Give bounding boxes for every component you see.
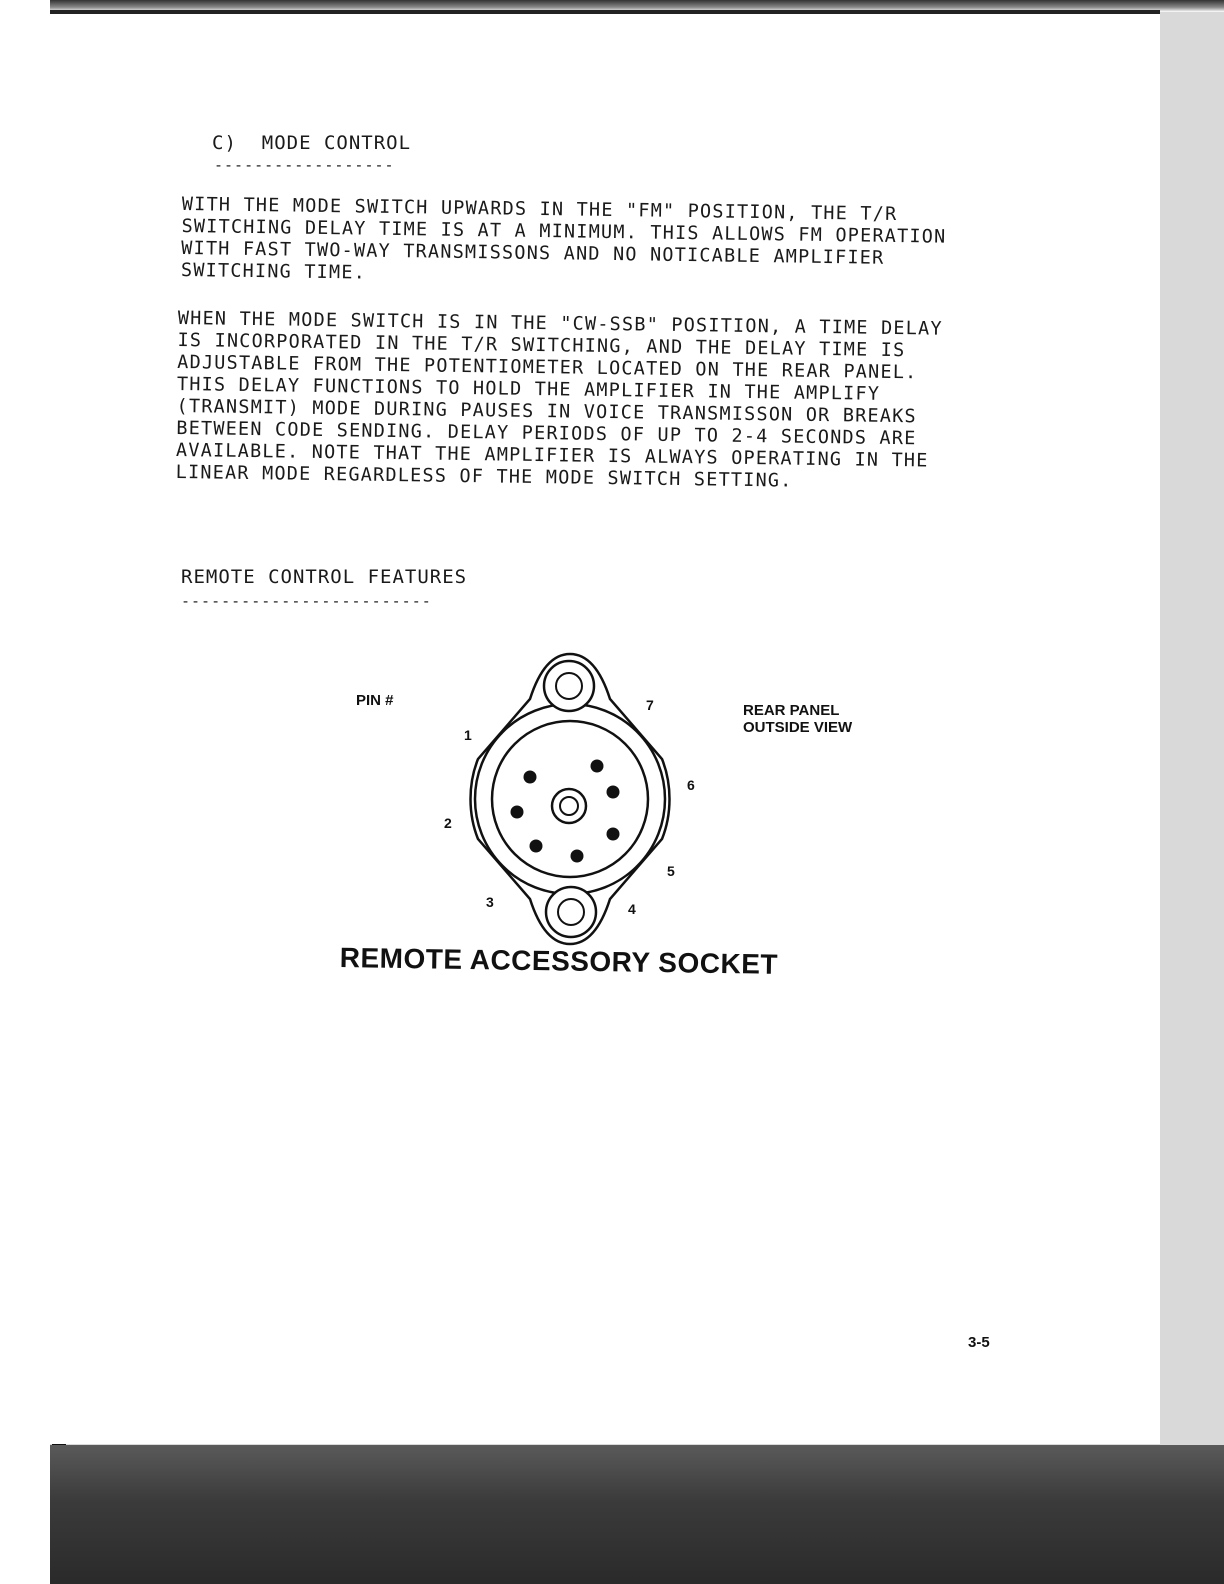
pin-contact-1 xyxy=(524,771,537,784)
mount-hole-top xyxy=(544,661,594,711)
pin-label-5: 5 xyxy=(667,863,675,879)
cw-ssb-mode-paragraph: WHEN THE MODE SWITCH IS IN THE "CW-SSB" POSITION, A TIME DELAY IS INCORPORATED IN THE T/R SWITCHING, AND THE DELAY TIME IS ADJUSTABLE FROM THE POTENTIOMETER LOCATED ON THE REAR PANEL. THIS DELAY FUNCTIONS TO HOLD THE AMPLIFIER IN THE AMPLIFY (TRANSMIT) MODE DURING PAUSES IN VOICE TRANSMISSON OR BREAKS BETWEEN CODE SENDING. DELAY PERIODS OF UP TO 2-4 SECONDS ARE AVAILABLE. NOTE THAT THE AMPLIFIER IS ALWAYS OPERATING IN THE LINEAR MODE REGARDLESS OF THE MODE SWITCH SETTING. xyxy=(175,308,943,492)
pin-contact-7 xyxy=(591,760,604,773)
rear-panel-view-label xyxy=(743,702,852,736)
rear-panel-label-line2: OUTSIDE VIEW xyxy=(743,719,853,736)
fm-mode-paragraph: WITH THE MODE SWITCH UPWARDS IN THE "FM" POSITION, THE T/R SWITCHING DELAY TIME IS AT A MINIMUM. THIS ALLOWS FM OPERATION WITH FAST TWO-WAY TRANSMISSONS AND NO NOTICABLE AMPLIFIER SWITCHING TIME. xyxy=(180,194,947,284)
pin-contact-5 xyxy=(607,828,620,841)
document-page xyxy=(50,10,1160,1444)
section-c-title: C) MODE CONTROL xyxy=(212,132,412,154)
remote-control-underline: ------------------------- xyxy=(181,592,432,610)
pin-contact-3 xyxy=(530,840,543,853)
pin-label-3: 3 xyxy=(486,894,494,910)
scan-bottom-background xyxy=(50,1445,1224,1584)
pin-label-1: 1 xyxy=(464,727,472,743)
pin-number-label: PIN # xyxy=(356,692,394,709)
pin-contact-2 xyxy=(511,806,524,819)
pin-label-4: 4 xyxy=(628,901,636,917)
socket-body-ring-inner xyxy=(492,721,648,877)
section-c-underline: ------------------ xyxy=(214,156,395,174)
pin-contact-4 xyxy=(571,850,584,863)
pin-label-2: 2 xyxy=(444,815,452,831)
binding-strip xyxy=(0,0,50,1584)
pin-contact-6 xyxy=(607,786,620,799)
pin-label-7: 7 xyxy=(646,697,654,713)
remote-accessory-socket-diagram xyxy=(430,644,730,954)
pin-label-6: 6 xyxy=(687,777,695,793)
diagram-caption: REMOTE ACCESSORY SOCKET xyxy=(339,942,779,980)
mount-hole-bottom xyxy=(546,887,596,937)
remote-control-title: REMOTE CONTROL FEATURES xyxy=(181,566,468,588)
page-number: 3-5 xyxy=(968,1334,990,1351)
rear-panel-label-line1: REAR PANEL xyxy=(743,702,840,719)
